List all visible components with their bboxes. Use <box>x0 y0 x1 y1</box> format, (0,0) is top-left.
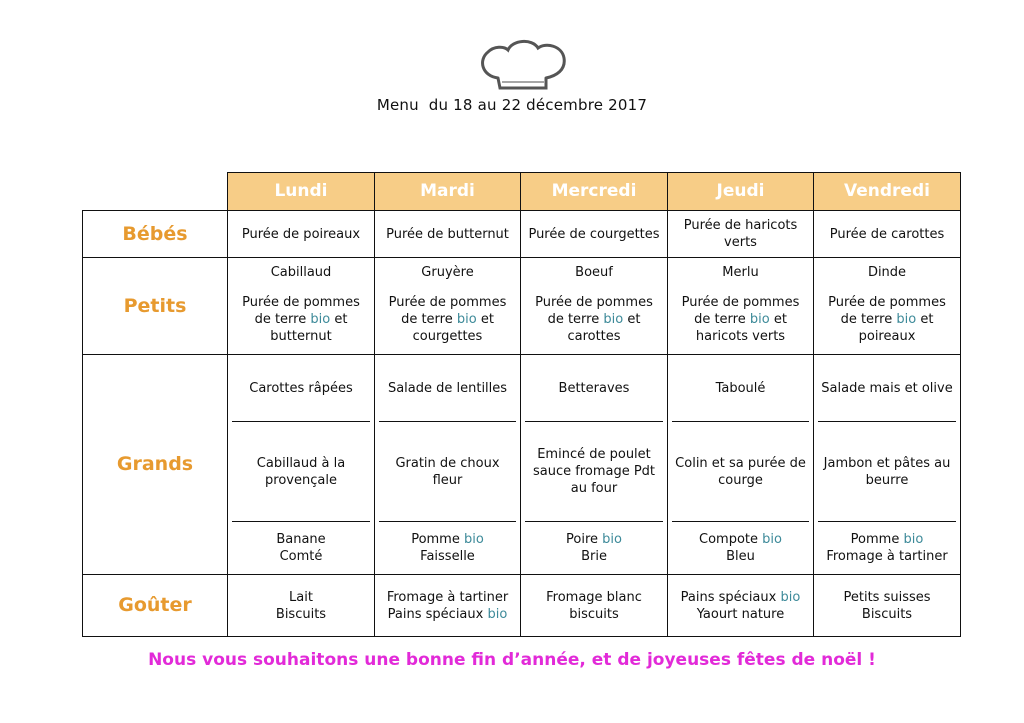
day-header-mardi: Mardi <box>375 173 521 211</box>
gouter-line <box>672 606 809 623</box>
dish-text: Salade mais et olive <box>821 380 953 396</box>
petits-side-dish <box>818 294 956 345</box>
dish-text: et courgettes <box>412 312 494 344</box>
dish-text: Purée de pommes de terre <box>388 295 507 327</box>
grands-dessert <box>668 522 813 574</box>
gouter-line <box>232 589 370 606</box>
bio-label: bio <box>762 532 782 547</box>
petits-cell <box>375 258 521 355</box>
dish-text: Pomme <box>411 532 460 547</box>
dish-text: Jambon et pâtes au beurre <box>823 455 951 488</box>
grands-dessert <box>375 522 520 574</box>
page-title: Menu du 18 au 22 décembre 2017 <box>376 96 648 114</box>
dish-text: Pains spéciaux <box>387 606 484 622</box>
grands-cell <box>228 355 375 575</box>
grands-dessert <box>521 522 667 574</box>
dish-text: Fromage à tartiner <box>386 589 509 605</box>
bio-label: bio <box>456 312 477 327</box>
dessert-line <box>566 548 622 565</box>
group-label-bebes: Bébés <box>83 211 228 258</box>
grands-dessert <box>228 522 374 574</box>
bio-label: bio <box>463 532 484 547</box>
group-label-gouter: Goûter <box>83 575 228 637</box>
dish-text: Biscuits <box>275 606 327 622</box>
petits-cell <box>228 258 375 355</box>
bebes-cell: Purée de haricots verts <box>668 211 814 258</box>
gouter-line <box>379 606 516 623</box>
menu-table <box>82 172 961 637</box>
grands-entree <box>668 355 813 421</box>
grands-dessert <box>814 522 960 574</box>
petits-side-dish <box>232 294 370 345</box>
petits-cell-content <box>672 258 809 354</box>
grands-entree <box>375 355 520 421</box>
bebes-row <box>83 211 961 258</box>
dessert-line <box>826 531 947 548</box>
dish-text: Cabillaud <box>270 265 332 280</box>
petits-side-dish <box>672 294 809 345</box>
petits-main-dish <box>672 264 809 294</box>
dessert-line <box>699 531 782 548</box>
dish-text: Banane <box>276 532 326 547</box>
grands-entree <box>521 355 667 421</box>
petits-cell <box>814 258 961 355</box>
dish-text: Emincé de poulet sauce fromage Pdt au four <box>532 447 656 496</box>
corner-cell <box>83 173 228 211</box>
grands-dessert-lines <box>699 531 782 565</box>
dish-text: Dinde <box>867 265 907 280</box>
bio-label: bio <box>780 589 801 605</box>
days-header-row <box>83 173 961 211</box>
dish-text: Compote <box>699 532 759 547</box>
day-header-mercredi: Mercredi <box>521 173 668 211</box>
dish-text: Petits suisses <box>843 589 931 605</box>
gouter-line <box>525 606 663 623</box>
petits-cell-content <box>379 258 516 354</box>
gouter-cell <box>375 575 521 637</box>
footer-message: Nous vous souhaitons une bonne fin d’année, et de joyeuses fêtes de noël ! <box>148 650 876 670</box>
dessert-line <box>826 548 947 565</box>
grands-dessert-lines <box>566 531 622 565</box>
group-label-grands: Grands <box>83 355 228 575</box>
petits-main-dish <box>232 264 370 294</box>
grands-plat <box>228 422 374 521</box>
dish-text: Pomme <box>850 532 900 547</box>
dish-text: Bleu <box>726 549 755 564</box>
dish-text: Gratin de choux fleur <box>395 455 500 488</box>
grands-cell <box>814 355 961 575</box>
bebes-cell: Purée de butternut <box>375 211 521 258</box>
grands-plat <box>375 422 520 521</box>
dish-text: Betteraves <box>558 380 630 396</box>
gouter-cell <box>228 575 375 637</box>
dessert-line <box>411 548 484 565</box>
petits-cell-content <box>232 258 370 354</box>
petits-row <box>83 258 961 355</box>
dish-text: Taboulé <box>715 380 766 396</box>
dessert-line <box>411 531 484 548</box>
petits-main-dish <box>818 264 956 294</box>
gouter-cell <box>668 575 814 637</box>
petits-cell-content <box>818 258 956 354</box>
dessert-line <box>699 548 782 565</box>
dish-text: Carottes râpées <box>249 380 353 396</box>
day-header-jeudi: Jeudi <box>668 173 814 211</box>
dish-text: Salade de lentilles <box>387 380 508 396</box>
bio-label: bio <box>487 606 508 622</box>
grands-cell <box>521 355 668 575</box>
grands-plat <box>521 422 667 521</box>
dish-text: Colin et sa purée de courge <box>675 455 806 488</box>
bebes-cell: Purée de poireaux <box>228 211 375 258</box>
dish-text: Purée de pommes de terre <box>535 295 653 327</box>
gouter-line <box>379 589 516 606</box>
bio-label: bio <box>749 312 770 327</box>
dish-text: Purée de pommes de terre <box>828 295 946 327</box>
dish-text: Purée de pommes de terre <box>242 295 360 327</box>
chef-hat-icon <box>476 34 568 92</box>
gouter-line <box>818 589 956 606</box>
gouter-row <box>83 575 961 637</box>
dish-text: Purée de pommes de terre <box>681 295 800 327</box>
gouter-line <box>232 606 370 623</box>
dish-text: et butternut <box>270 312 348 344</box>
bebes-cell: Purée de carottes <box>814 211 961 258</box>
petits-main-dish <box>525 264 663 294</box>
petits-cell-content <box>525 258 663 354</box>
grands-plat <box>668 422 813 521</box>
bio-label: bio <box>896 312 917 327</box>
grands-row <box>83 355 961 575</box>
petits-cell <box>521 258 668 355</box>
petits-cell <box>668 258 814 355</box>
day-header-lundi: Lundi <box>228 173 375 211</box>
gouter-cell <box>814 575 961 637</box>
dish-text: Gruyère <box>421 265 474 280</box>
gouter-line <box>818 606 956 623</box>
grands-entree <box>228 355 374 421</box>
group-label-petits: Petits <box>83 258 228 355</box>
dish-text: Brie <box>581 549 607 564</box>
grands-dessert-lines <box>826 531 947 565</box>
grands-entree <box>814 355 960 421</box>
dish-text: Pains spéciaux <box>680 589 777 605</box>
grands-plat <box>814 422 960 521</box>
petits-side-dish <box>379 294 516 345</box>
grands-cell <box>375 355 521 575</box>
dish-text: et poireaux <box>858 312 934 344</box>
grands-cell <box>668 355 814 575</box>
dessert-line <box>276 548 325 565</box>
petits-side-dish <box>525 294 663 345</box>
dish-text: Lait <box>289 589 313 605</box>
dish-text: Boeuf <box>575 265 613 280</box>
dish-text: Biscuits <box>861 606 913 622</box>
petits-main-dish <box>379 264 516 294</box>
dish-text: Cabillaud à la provençale <box>256 455 346 488</box>
dessert-line <box>566 531 622 548</box>
dish-text: Yaourt nature <box>696 606 785 622</box>
bio-label: bio <box>602 532 622 547</box>
gouter-line <box>672 589 809 606</box>
gouter-line <box>525 589 663 606</box>
bio-label: bio <box>310 312 331 327</box>
bio-label: bio <box>903 532 924 547</box>
bio-label: bio <box>603 312 624 327</box>
dish-text: Comté <box>279 549 323 564</box>
dish-text: Poire <box>566 532 599 547</box>
dish-text: Fromage à tartiner <box>826 549 948 564</box>
gouter-cell <box>521 575 668 637</box>
dish-text: Fromage blanc <box>546 589 642 605</box>
grands-dessert-lines <box>411 531 484 565</box>
dessert-line <box>276 531 325 548</box>
dish-text: et carottes <box>567 312 641 344</box>
dish-text: biscuits <box>569 606 619 622</box>
dish-text: Merlu <box>722 265 759 280</box>
dish-text: Faisselle <box>420 549 475 564</box>
bebes-cell: Purée de courgettes <box>521 211 668 258</box>
dish-text: et haricots verts <box>695 312 787 344</box>
day-header-vendredi: Vendredi <box>814 173 961 211</box>
grands-dessert-lines <box>276 531 325 565</box>
